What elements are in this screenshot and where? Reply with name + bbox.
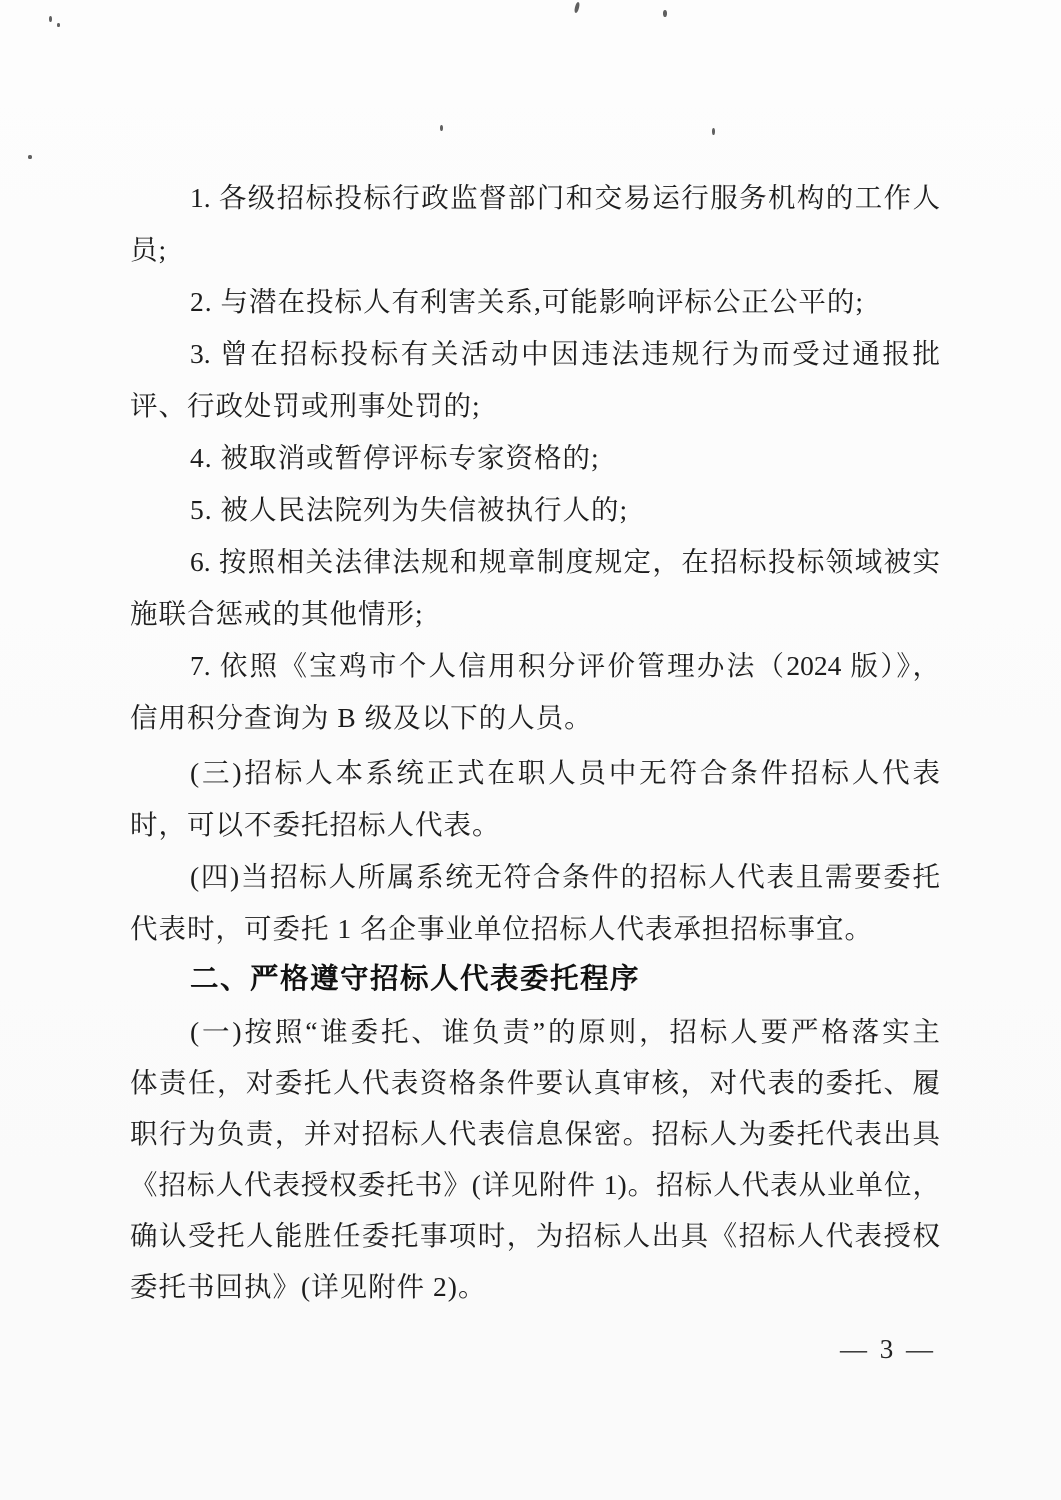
- text-line: 5. 被人民法院列为失信被执行人的;: [190, 494, 629, 525]
- text-line: 委托书回执》(详见附件 2)。: [130, 1271, 487, 1302]
- text-line: 代表时，可委托 1 名企事业单位招标人代表承担招标事宜。: [130, 913, 873, 944]
- text-line: (一)按照“谁委托、谁负责”的原则，招标人要严格落实主: [190, 1016, 940, 1047]
- text-line: 2. 与潜在投标人有利害关系,可能影响评标公正公平的;: [190, 286, 865, 317]
- section-heading: 二、严格遵守招标人代表委托程序: [190, 964, 641, 995]
- text-line: 1. 各级招标投标行政监督部门和交易运行服务机构的工作人: [190, 182, 940, 213]
- text-line: 体责任，对委托人代表资格条件要认真审核，对代表的委托、履: [130, 1067, 940, 1098]
- scan-speckle: [49, 16, 52, 22]
- text-line: 职行为负责，并对招标人代表信息保密。招标人为委托代表出具: [130, 1118, 940, 1149]
- text-line: 施联合惩戒的其他情形;: [130, 598, 424, 629]
- text-line: 信用积分查询为 B 级及以下的人员。: [130, 702, 593, 733]
- scan-speckle: [574, 2, 581, 14]
- text-line: (三)招标人本系统正式在职人员中无符合条件招标人代表: [190, 757, 940, 788]
- scan-speckle: [440, 125, 443, 131]
- scan-speckle: [28, 155, 32, 159]
- scan-speckle: [712, 128, 715, 135]
- text-line: 确认受托人能胜任委托事项时，为招标人出具《招标人代表授权: [130, 1220, 940, 1251]
- text-line: 3. 曾在招标投标有关活动中因违法违规行为而受过通报批: [190, 338, 940, 369]
- text-line: 4. 被取消或暂停评标专家资格的;: [190, 442, 600, 473]
- scan-speckle: [57, 23, 60, 27]
- text-line: (四)当招标人所属系统无符合条件的招标人代表且需要委托: [190, 861, 940, 892]
- text-line: 6. 按照相关法律法规和规章制度规定，在招标投标领域被实: [190, 546, 940, 577]
- text-line: 《招标人代表授权委托书》(详见附件 1)。招标人代表从业单位，: [130, 1169, 940, 1200]
- text-line: 7. 依照《宝鸡市个人信用积分评价管理办法（2024 版）》，: [190, 650, 940, 681]
- text-line: 员;: [130, 234, 168, 265]
- text-line: 时，可以不委托招标人代表。: [130, 809, 501, 840]
- page-number: — 3 —: [840, 1334, 936, 1364]
- scan-speckle: [663, 10, 667, 17]
- text-line: 评、行政处罚或刑事处罚的;: [130, 390, 481, 421]
